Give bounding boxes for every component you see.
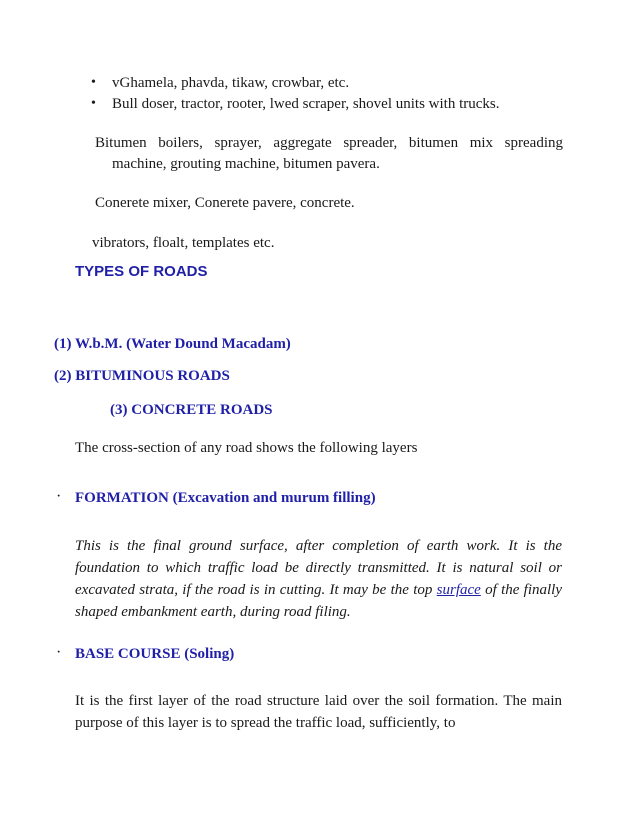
bullet-item: vGhamela, phavda, tikaw, crowbar, etc. (112, 75, 350, 91)
section-bullet: · (56, 488, 62, 505)
formation-heading: FORMATION (Excavation and murum filling) (75, 490, 376, 506)
bitumen-line-2: machine, grouting machine, bitumen pavera. (112, 156, 380, 172)
bullet-dot: • (91, 75, 96, 90)
concrete-equipment-line: Conerete mixer, Conerete pavere, concrete. (95, 195, 355, 211)
bullet-item: Bull doser, tractor, rooter, lwed scraper, shovel units with trucks. (112, 96, 500, 112)
vibrators-line: vibrators, floalt, templates etc. (92, 235, 275, 251)
formation-paragraph (75, 535, 562, 623)
section-bullet: · (56, 644, 62, 661)
road-type-wbm: (1) W.b.M. (Water Dound Macadam) (54, 336, 291, 352)
bullet-dot: • (91, 96, 96, 111)
formation-text-after: of the finally shaped embankment earth, during road filing. (75, 582, 562, 620)
base-course-paragraph: It is the first layer of the road structure laid over the soil formation. The main purpose of this layer is to spread the traffic load, sufficiently, to (75, 693, 562, 731)
bitumen-line-1: Bitumen boilers, sprayer, aggregate spreader, bitumen mix spreading (95, 135, 563, 151)
road-type-bituminous: (2) BITUMINOUS ROADS (54, 368, 230, 384)
cross-section-text: The cross-section of any road shows the following layers (75, 440, 418, 456)
formation-text-before: This is the final ground surface, after completion of earth work. It is the foundation to which traffic load be directly transmitted. It is natural soil or excavated strata, if the road is in cutting. It may be the top (75, 538, 562, 598)
surface-link[interactable]: surface (436, 582, 481, 598)
types-of-roads-heading: TYPES OF ROADS (75, 263, 208, 280)
road-type-concrete: (3) CONCRETE ROADS (110, 402, 273, 418)
base-course-heading: BASE COURSE (Soling) (75, 646, 235, 662)
